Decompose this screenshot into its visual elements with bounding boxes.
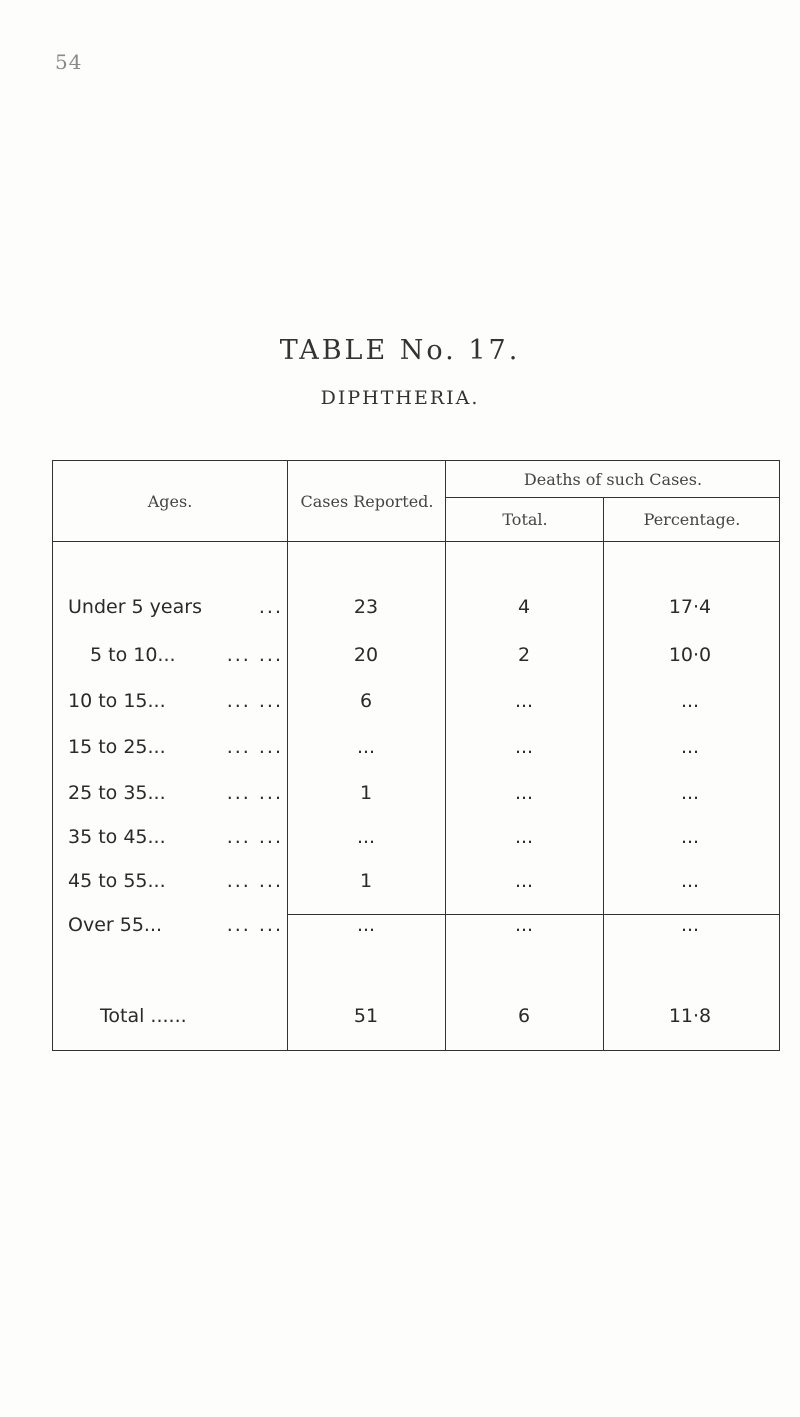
cases-cell: ... — [356, 914, 376, 936]
subheader-rule — [446, 497, 780, 498]
leader-dots: ... ... — [226, 826, 283, 848]
total-deaths: 6 — [517, 1005, 531, 1027]
percentage-cell: ... — [680, 826, 700, 848]
age-cell — [68, 870, 283, 892]
deaths-cell: ... — [514, 782, 534, 804]
percentage-cell: 17·4 — [668, 596, 712, 618]
table-title: TABLE No. 17. — [279, 335, 521, 366]
table-subtitle: DIPHTHERIA. — [320, 387, 480, 409]
leader-dots: ... ... — [226, 782, 283, 804]
deaths-cell: ... — [514, 914, 534, 936]
percentage-cell: ... — [680, 870, 700, 892]
deaths-cell: ... — [514, 690, 534, 712]
age-label: 5 to 10... — [90, 644, 176, 666]
deaths-cell: ... — [514, 870, 534, 892]
age-cell — [68, 644, 283, 666]
left-border — [52, 460, 53, 1051]
leader-dots: ... — [258, 596, 283, 618]
table-bottom-rule — [52, 1050, 780, 1051]
percentage-cell: ... — [680, 736, 700, 758]
header-deaths-total: Total. — [502, 510, 548, 529]
percentage-cell: ... — [680, 914, 700, 936]
cases-cell: 1 — [359, 870, 373, 892]
total-cases: 51 — [353, 1005, 379, 1027]
age-label: 25 to 35... — [68, 782, 166, 804]
age-cell — [68, 782, 283, 804]
deaths-cell: 4 — [517, 596, 531, 618]
age-label: 15 to 25... — [68, 736, 166, 758]
header-cases-reported: Cases Reported. — [300, 492, 434, 511]
cases-cell: 23 — [353, 596, 379, 618]
percentage-cell: ... — [680, 782, 700, 804]
leader-dots: ... ... — [226, 736, 283, 758]
age-label: 45 to 55... — [68, 870, 166, 892]
leader-dots: ... ... — [226, 644, 283, 666]
age-label: Under 5 years — [68, 596, 202, 618]
age-cell — [68, 596, 283, 618]
cases-cell: 1 — [359, 782, 373, 804]
cases-cell: ... — [356, 736, 376, 758]
total-label: Total ...... — [100, 1005, 187, 1027]
page-number: 54 — [55, 50, 83, 74]
cases-cell: ... — [356, 826, 376, 848]
header-ages: Ages. — [147, 492, 193, 511]
age-label: Over 55... — [68, 914, 163, 936]
age-cell — [68, 914, 283, 936]
right-border — [779, 460, 780, 1051]
header-deaths-percentage: Percentage. — [643, 510, 741, 529]
deaths-cell: ... — [514, 736, 534, 758]
percentage-cell: 10·0 — [668, 644, 712, 666]
col-divider-deaths — [603, 497, 604, 1051]
header-deaths-group: Deaths of such Cases. — [523, 470, 703, 489]
age-cell — [68, 826, 283, 848]
age-label: 10 to 15... — [68, 690, 166, 712]
cases-cell: 6 — [359, 690, 373, 712]
leader-dots: ... ... — [226, 914, 283, 936]
total-percentage: 11·8 — [668, 1005, 712, 1027]
deaths-cell: ... — [514, 826, 534, 848]
age-label: 35 to 45... — [68, 826, 166, 848]
header-bottom-rule — [52, 541, 780, 542]
deaths-cell: 2 — [517, 644, 531, 666]
cases-cell: 20 — [353, 644, 379, 666]
percentage-cell: ... — [680, 690, 700, 712]
leader-dots: ... ... — [226, 870, 283, 892]
leader-dots: ... ... — [226, 690, 283, 712]
age-cell — [68, 690, 283, 712]
age-cell — [68, 736, 283, 758]
table-top-rule — [52, 460, 780, 461]
